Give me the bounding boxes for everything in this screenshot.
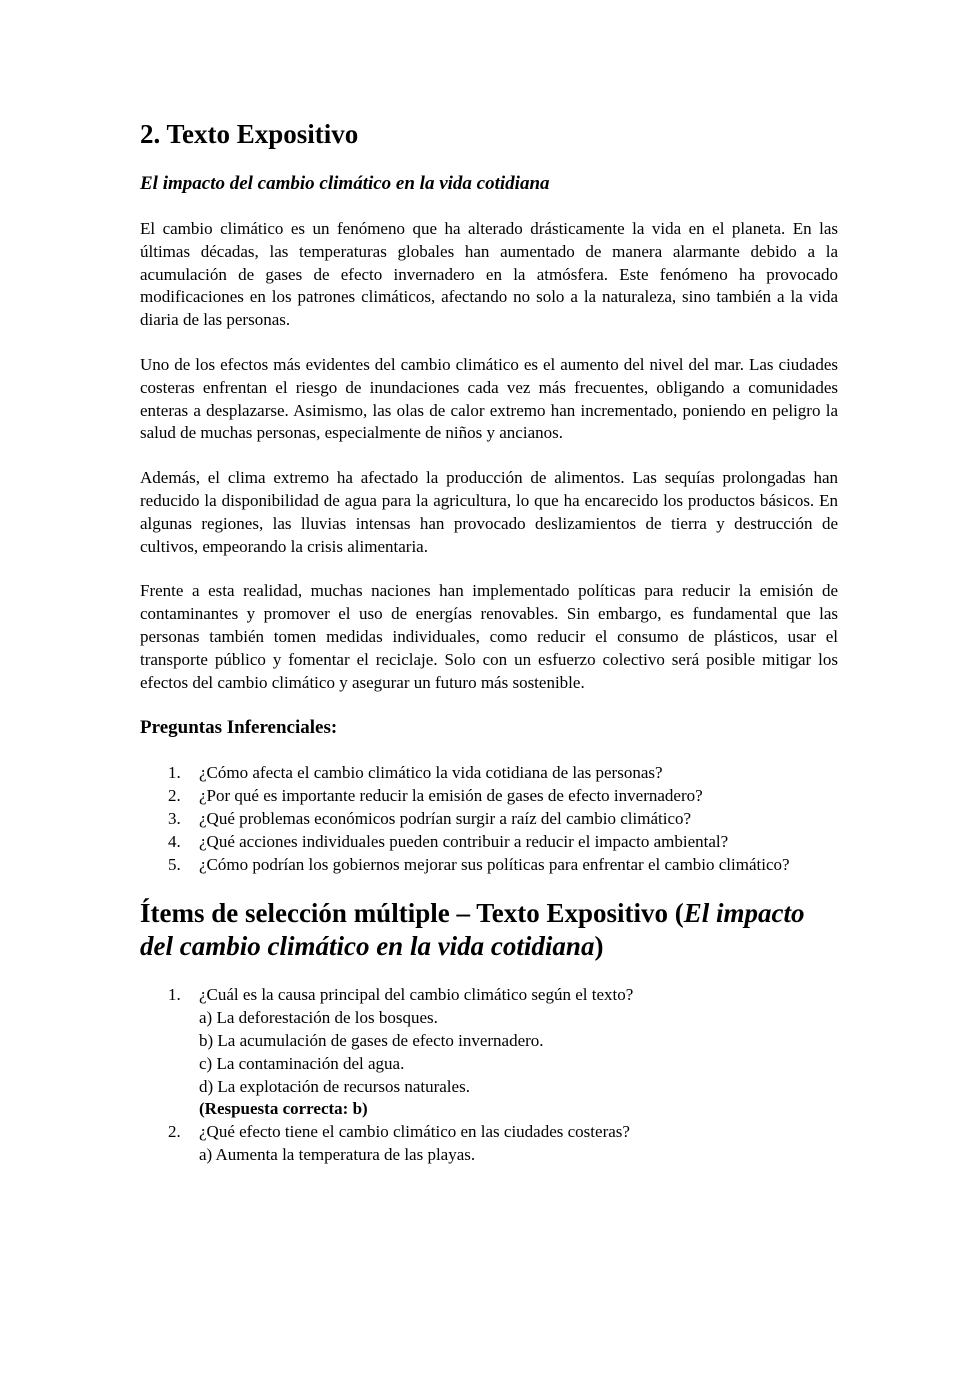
mc-title-prefix: Ítems de selección múltiple – Texto Expositivo ( <box>140 898 684 929</box>
paragraph: Frente a esta realidad, muchas naciones han implementado políticas para reducir la emisión de contaminantes y promover el uso de energías renovables. Sin embargo, es fundamental que las personas también tomen medidas individuales, como reducir el consumo de plásticos, usar el transporte público y fomentar el reciclaje. Solo con un esfuerzo colectivo será posible mitigar los efectos del cambio climático y asegurar un futuro más sostenible. <box>140 581 838 692</box>
mc-option: c) La contaminación del agua. <box>199 1053 405 1073</box>
question-text: ¿Por qué es importante reducir la emisión de gases de efecto invernadero? <box>199 786 703 806</box>
list-number: 2. <box>168 786 181 806</box>
list-item <box>140 854 838 877</box>
mc-option: b) La acumulación de gases de efecto invernadero. <box>199 1030 544 1050</box>
list-number: 5. <box>168 854 181 874</box>
mc-answer: (Respuesta correcta: b) <box>199 1099 368 1119</box>
mc-title-italic: El impacto del cambio climático en la vida cotidiana <box>140 898 805 962</box>
multiple-choice-list <box>140 984 838 1166</box>
mc-option: d) La explotación de recursos naturales. <box>199 1076 470 1096</box>
paragraph: El cambio climático es un fenómeno que ha alterado drásticamente la vida en el planeta. En las últimas décadas, las temperaturas globales han aumentado de manera alarmante debido a la acumulación de gases de efecto invernadero en la atmósfera. Este fenómeno ha provocado modificaciones en los patrones climáticos, afectando no solo a la naturaleza, sino también a la vida diaria de las personas. <box>140 219 838 330</box>
section-title: 2. Texto Expositivo <box>140 119 359 149</box>
mc-option: a) Aumenta la temperatura de las playas. <box>199 1144 476 1164</box>
list-number: 4. <box>168 831 181 851</box>
list-number: 2. <box>168 1122 181 1142</box>
paragraph: Uno de los efectos más evidentes del cambio climático es el aumento del nivel del mar. Las ciudades costeras enfrentan el riesgo de inundaciones cada vez más frecuentes, obligando a comunidades enteras a desplazarse. Asimismo, las olas de calor extremo han incrementado, poniendo en peligro la salud de muchas personas, especialmente de niños y ancianos. <box>140 354 838 443</box>
list-number: 1. <box>168 763 181 783</box>
inferential-questions-list <box>140 762 838 876</box>
question-text: ¿Cómo afecta el cambio climático la vida cotidiana de las personas? <box>199 763 663 783</box>
mc-question: ¿Cuál es la causa principal del cambio climático según el texto? <box>199 985 634 1005</box>
list-number: 1. <box>168 985 181 1005</box>
list-item <box>140 831 838 854</box>
mc-question: ¿Qué efecto tiene el cambio climático en las ciudades costeras? <box>199 1122 630 1142</box>
list-item <box>140 762 838 785</box>
question-text: ¿Cómo podrían los gobiernos mejorar sus políticas para enfrentar el cambio climático? <box>199 854 790 874</box>
text-subtitle: El impacto del cambio climático en la vida cotidiana <box>140 173 550 194</box>
mc-title-suffix: ) <box>594 931 604 962</box>
multiple-choice-heading <box>140 897 838 963</box>
questions-heading: Preguntas Inferenciales: <box>140 717 338 739</box>
question-text: ¿Qué acciones individuales pueden contribuir a reducir el impacto ambiental? <box>199 831 729 851</box>
list-number: 3. <box>168 808 181 828</box>
list-item <box>140 785 838 808</box>
mc-option: a) La deforestación de los bosques. <box>199 1008 438 1028</box>
mc-item <box>140 1121 838 1167</box>
mc-item <box>140 984 838 1121</box>
paragraph: Además, el clima extremo ha afectado la producción de alimentos. Las sequías prolongadas han reducido la disponibilidad de agua para la agricultura, lo que ha encarecido los productos básicos. En algunas regiones, las lluvias intensas han provocado deslizamientos de tierra y destrucción de cultivos, empeorando la crisis alimentaria. <box>140 468 838 556</box>
question-text: ¿Qué problemas económicos podrían surgir a raíz del cambio climático? <box>199 808 692 828</box>
document-page <box>140 118 838 1167</box>
list-item <box>140 808 838 831</box>
